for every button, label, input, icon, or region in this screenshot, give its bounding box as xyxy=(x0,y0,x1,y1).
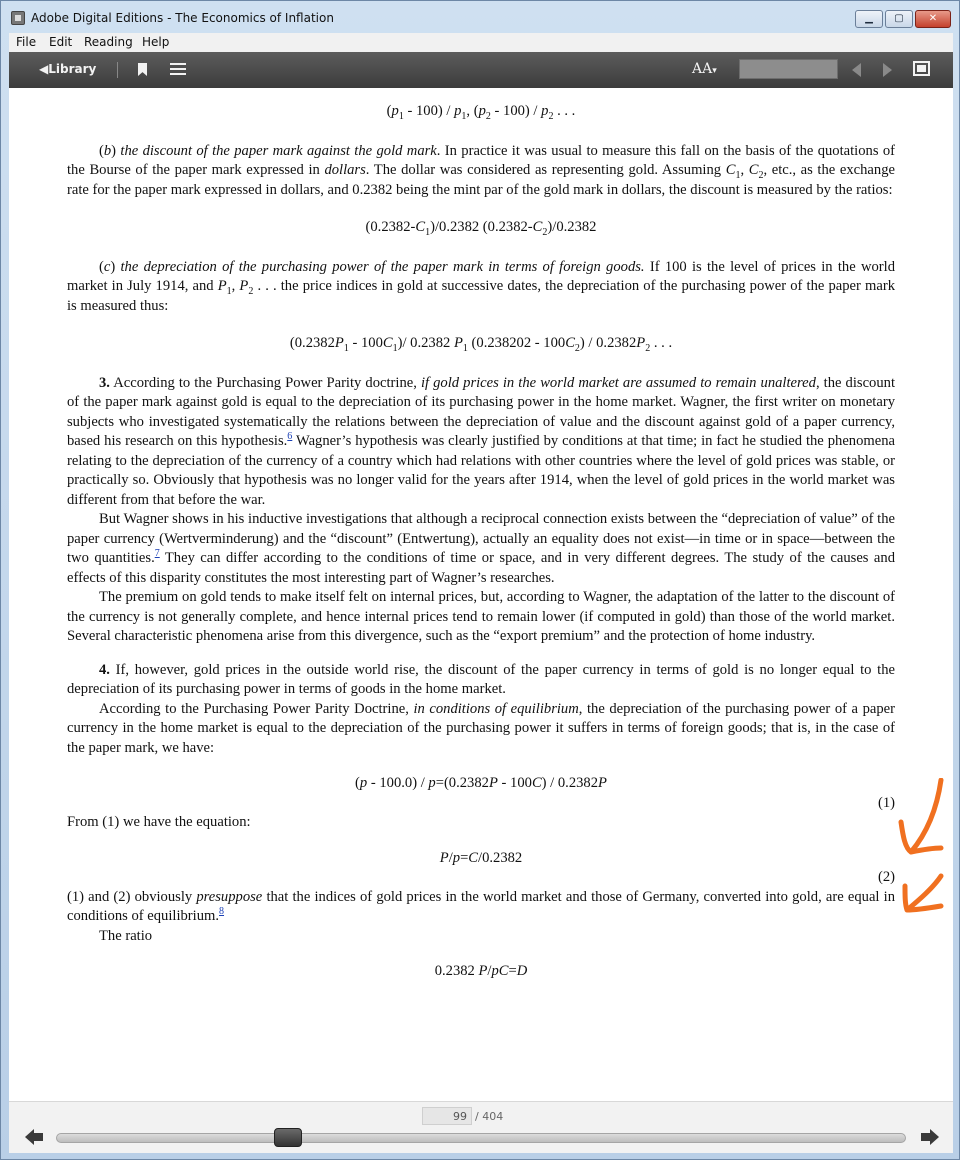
library-button[interactable] xyxy=(39,62,96,76)
equation-purchasing-power: $(0.2382P_1 - 100C_1)/$ 0.2382 $P_1$ $(0.238202 - 100C_2) / 0.2382P_2$ . . . xyxy=(289,335,673,354)
equation-number-2: (2) xyxy=(877,869,895,885)
book-page xyxy=(67,88,895,982)
font-size-label: AA xyxy=(692,61,713,77)
next-result-icon[interactable] xyxy=(883,63,892,77)
annotation-arrow-2 xyxy=(905,876,941,910)
toolbar-divider xyxy=(117,62,118,78)
library-label: Library xyxy=(48,62,97,76)
reading-pane[interactable] xyxy=(9,88,953,1101)
paragraph-premium: The premium on gold tends to make itself felt on internal prices, but, according to Wagner, the adaptation of the latter to the discount of the currency is not generally complete, and hence internal prices tend to remain lower (if computed in gold) than those of the world market. Several characteristic phenomena arise from this divergence, such as the “export premium” and the protection of home industry. xyxy=(67,589,895,644)
footnote-link[interactable]: 8 xyxy=(219,906,225,918)
paragraph-b: (b) the discount of the paper mark against the gold mark. In practice it was usual to measure this fall on the basis of the quotations of the Bourse of the paper mark expressed in dollars. The dollar was considered as representing gold. Assuming $C_1$, $C_2$, etc., as the exchange rate for the paper mark expressed in dollars, and 0.2382 being the mint par of the gold mark in dollars, the discount is measured by the ratios: xyxy=(67,142,895,198)
chevron-down-icon: ▾ xyxy=(712,66,717,76)
from-equation-text: From (1) we have the equation: xyxy=(67,814,251,830)
menu-help[interactable]: Help xyxy=(142,35,170,49)
equation-ratio-d: 0.2382 P/pC=D xyxy=(434,963,528,979)
reader-toolbar xyxy=(9,52,953,88)
back-triangle-icon: ◀ xyxy=(39,62,49,76)
paragraph-3: 3. According to the Purchasing Power Parity doctrine, if gold prices in the world market are assumed to remain unaltered, the discount of the paper mark against gold is equal to the depreciation of its purchasing power in the home market. Wagner, the first writer on monetary subjects who investigated systematically the relations between the depreciation of value and the discount against gold of a paper currency, based his research on this hypothesis.$^6$ Wagner’s hypothesis was clearly justified by conditions at that time; in fact he studied the phenomena relating to the depreciation of the currency of a country which had relations with other countries where the level of gold prices was stable, or practically so. Obviously that hypothesis was no longer valid for the years after 1914, when the level of gold prices in the world market was different from that before the war. xyxy=(67,374,896,508)
minimize-button[interactable]: ▁ xyxy=(855,10,883,28)
bookmark-icon[interactable] xyxy=(138,63,147,76)
fullscreen-icon[interactable] xyxy=(913,61,930,76)
next-page-icon[interactable] xyxy=(919,1128,939,1146)
close-button[interactable]: ✕ xyxy=(915,10,951,28)
font-size-button[interactable] xyxy=(692,61,717,77)
equation-price-ratio: $(p_1 - 100) / p_1$, $(p_2 - 100) / p_2$ . . . xyxy=(386,103,576,122)
ratio-text: The ratio xyxy=(99,927,153,944)
page-slider-track[interactable] xyxy=(56,1133,906,1143)
paragraph-wagner: But Wagner shows in his inductive investigations that although a reciprocal connection exists between the “depreciation of value” of the paper currency (Wertverminderung) and the “discount” (Entwertung), actually an equality does not exist—in time or in space—between the two quantities.$^7$ They can differ according to the conditions of time or space, and in very different degrees. The study of the causes and effects of this disparity constitutes the most interesting part of Wagner’s researches. xyxy=(67,511,895,586)
equation-number-1: (1) xyxy=(877,794,895,811)
app-icon xyxy=(11,11,25,25)
annotation-arrow-1 xyxy=(901,780,941,852)
search-input[interactable] xyxy=(739,59,838,79)
menu-bar xyxy=(9,33,953,52)
paragraph-4: 4. If, however, gold prices in the outside world rise, the discount of the paper currency in terms of gold is no longer equal to the depreciation of its purchasing power in terms of goods in the home market. xyxy=(67,661,895,697)
window-title: Adobe Digital Editions - The Economics of Inflation xyxy=(31,11,334,25)
footnote-link[interactable]: 6 xyxy=(287,431,293,443)
page-number-input[interactable]: 99 xyxy=(422,1107,472,1125)
title-bar xyxy=(1,1,959,33)
menu-reading[interactable]: Reading xyxy=(84,35,133,49)
paragraph-ppp: According to the Purchasing Power Parity Doctrine, in conditions of equilibrium, the depreciation of the purchasing power of a paper currency in the home market is equal to the depreciation of the purchasing power it suffers in terms of foreign goods; that is, in the case of the paper mark, we have: xyxy=(67,700,895,756)
previous-page-icon[interactable] xyxy=(25,1128,45,1146)
paragraph-c: (c) the depreciation of the purchasing power of the paper mark in terms of foreign goods. If 100 is the level of prices in the world market in July 1914, and $P_1$, $P_2$ . . . the price indices in gold at successive dates, the depreciation of the purchasing power of the paper mark is measured thus: xyxy=(67,258,896,314)
menu-edit[interactable]: Edit xyxy=(49,35,73,49)
page-total: / 404 xyxy=(475,1110,504,1123)
page-slider-thumb[interactable] xyxy=(274,1128,302,1147)
menu-file[interactable]: File xyxy=(16,35,37,49)
annotation-arrows xyxy=(893,778,953,938)
footnote-link[interactable]: 7 xyxy=(154,548,160,560)
previous-result-icon[interactable] xyxy=(852,63,861,77)
footer-navigation xyxy=(9,1101,953,1153)
equation-1: (p - 100.0) / p=(0.2382P - 100C) / 0.2382P xyxy=(355,775,607,791)
paragraph-presuppose: (1) and (2) obviously presuppose that the indices of gold prices in the world market and those of Germany, converted into gold, are equal in conditions of equilibrium.$^8$ xyxy=(67,888,895,924)
equation-discount-ratio: $(0.2382-C_1)/0.2382$ $(0.2382-C_2)/0.2382$ xyxy=(365,219,597,238)
maximize-button[interactable]: ▢ xyxy=(885,10,913,28)
table-of-contents-icon[interactable] xyxy=(170,63,186,76)
equation-2: P/p=C/0.2382 xyxy=(439,849,523,866)
